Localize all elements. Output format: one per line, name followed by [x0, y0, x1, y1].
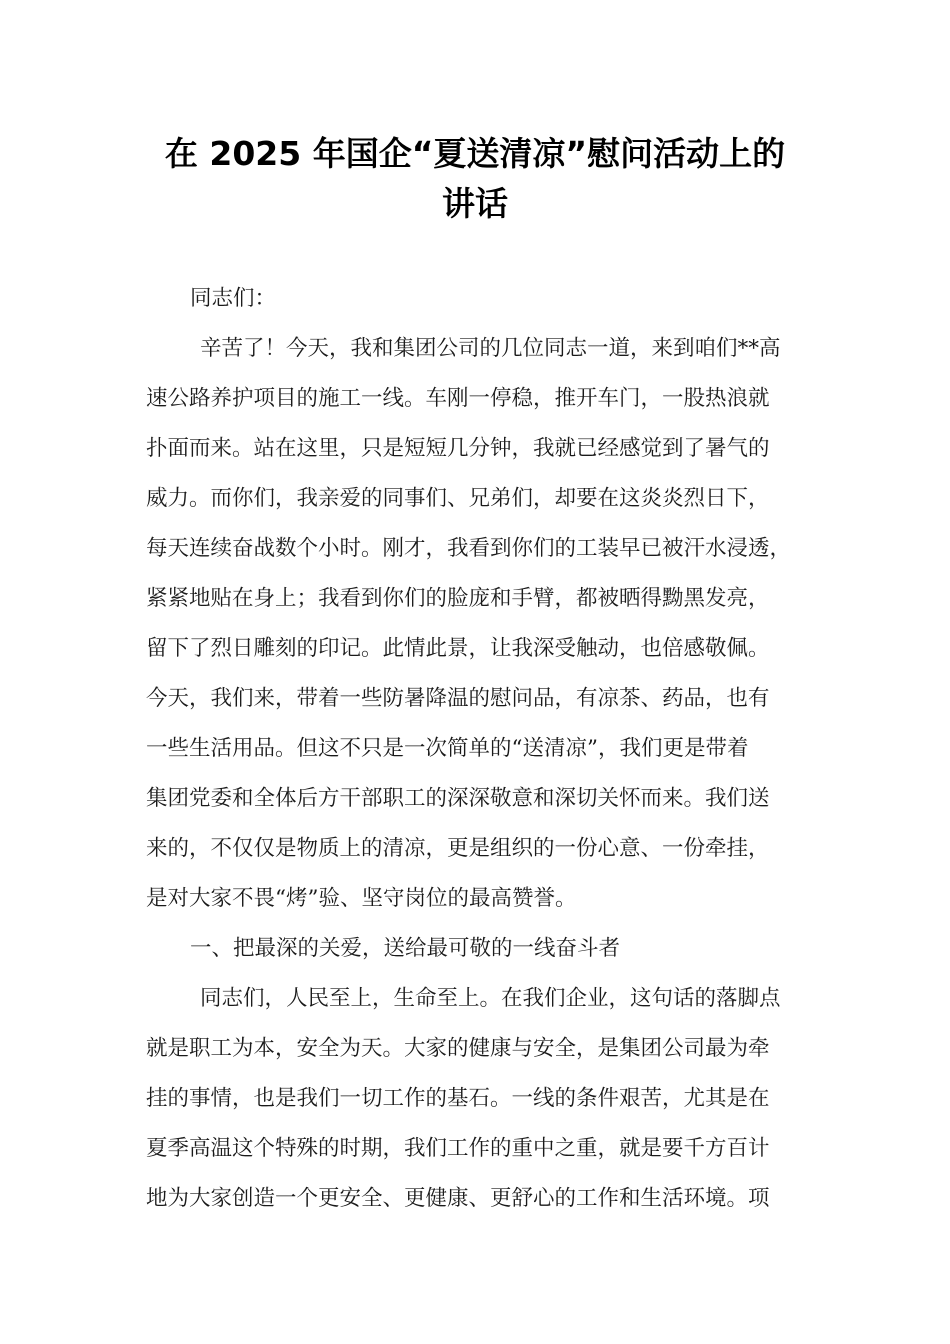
body-line: 就是职工为本，安全为天。大家的健康与安全，是集团公司最为牵 — [146, 1036, 770, 1061]
body-line: 是对大家不畏“烤”验、坚守岗位的最高赞誉。 — [146, 886, 577, 911]
body-line: 夏季高温这个特殊的时期，我们工作的重中之重，就是要千方百计 — [146, 1136, 770, 1161]
body-line: 辛苦了！今天，我和集团公司的几位同志一道，来到咱们**高 — [200, 336, 781, 361]
body-line: 紧紧地贴在身上；我看到你们的脸庞和手臂，都被晒得黝黑发亮， — [146, 586, 770, 611]
body-line: 扑面而来。站在这里，只是短短几分钟，我就已经感觉到了暑气的 — [146, 436, 770, 461]
body-line: 威力。而你们，我亲爱的同事们、兄弟们，却要在这炎炎烈日下， — [146, 486, 770, 511]
body-line: 同志们，人民至上，生命至上。在我们企业，这句话的落脚点 — [200, 986, 781, 1011]
body-line: 挂的事情，也是我们一切工作的基石。一线的条件艰苦，尤其是在 — [146, 1086, 770, 1111]
body-line: 今天，我们来，带着一些防暑降温的慰问品，有凉茶、药品，也有 — [146, 686, 770, 711]
document-title-line-2: 讲话 — [442, 184, 508, 223]
body-line: 集团党委和全体后方干部职工的深深敬意和深切关怀而来。我们送 — [146, 786, 770, 811]
body-line: 一些生活用品。但这不只是一次简单的“送清凉”，我们更是带着 — [146, 736, 749, 761]
body-line: 来的，不仅仅是物质上的清凉，更是组织的一份心意、一份牵挂， — [146, 836, 770, 861]
body-line: 速公路养护项目的施工一线。车刚一停稳，推开车门，一股热浪就 — [146, 386, 770, 411]
body-line: 留下了烈日雕刻的印记。此情此景，让我深受触动，也倍感敬佩。 — [146, 636, 770, 661]
salutation: 同志们： — [190, 286, 277, 311]
body-line: 地为大家创造一个更安全、更健康、更舒心的工作和生活环境。项 — [146, 1186, 770, 1211]
body-line: 每天连续奋战数个小时。刚才，我看到你们的工装早已被汗水浸透， — [146, 536, 792, 561]
document-title-line-1: 在 2025 年国企“夏送清凉”慰问活动上的 — [164, 134, 786, 173]
section-heading: 一、把最深的关爱，送给最可敬的一线奋斗者 — [190, 936, 621, 961]
